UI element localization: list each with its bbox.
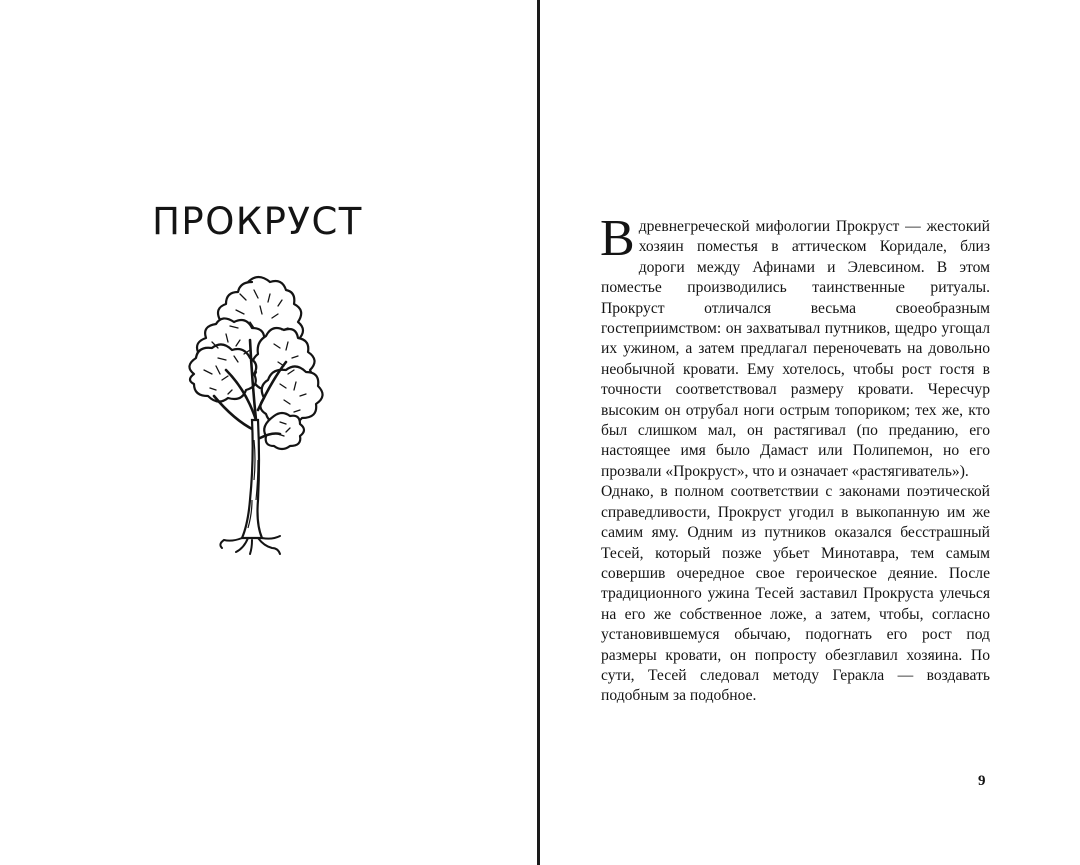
body-text	[600, 210, 990, 707]
paragraph-1-text: древнегреческой мифологии Прокруст — жестокий хозяин поместья в аттическом Коридале, близ дороги между Афинами и Элевсином. В этом поместье производились таинственные ритуалы. Прокруст отличался весьма своеобразным гостеприимством: он захватывал путников, щедро угощал их ужином, а затем предлагал переночевать на довольно необычной кровати. Ему хотелось, чтобы рост гостя в точности соответствовал размеру кровати. Чересчур высоким он отрубал ноги острым топориком; тех же, кто был слишком мал, он растягивал (по преданию, его настоящее имя было Дамаст или Полипемон, но его прозвали «Прокруст», что и означает «растягиватель»).	[601, 218, 990, 480]
tree-icon	[170, 270, 335, 560]
chapter-title: ПРОКРУСТ	[152, 200, 363, 243]
paragraph-2: Однако, в полном соответствии с законами поэтической справедливости, Прокруст угодил в выкопанную им же самим яму. Одним из путников оказался бесстрашный Тесей, который позже убьет Минотавра, тем самым совершив очередное свое героическое деяние. После традиционного ужина Тесей заставил Прокруста улечься на его же собственное ложе, а затем, чтобы, согласно установившемуся обычаю, подогнать его рост под размеры кровати, он попросту обезглавил хозяина. По сути, Тесей следовал методу Геракла — воздавать подобным за подобное.	[601, 483, 990, 705]
page-number: 9	[978, 773, 986, 789]
paragraph-1	[600, 210, 990, 482]
drop-cap: В	[600, 210, 635, 267]
right-page	[540, 0, 1080, 865]
left-page	[0, 0, 537, 865]
